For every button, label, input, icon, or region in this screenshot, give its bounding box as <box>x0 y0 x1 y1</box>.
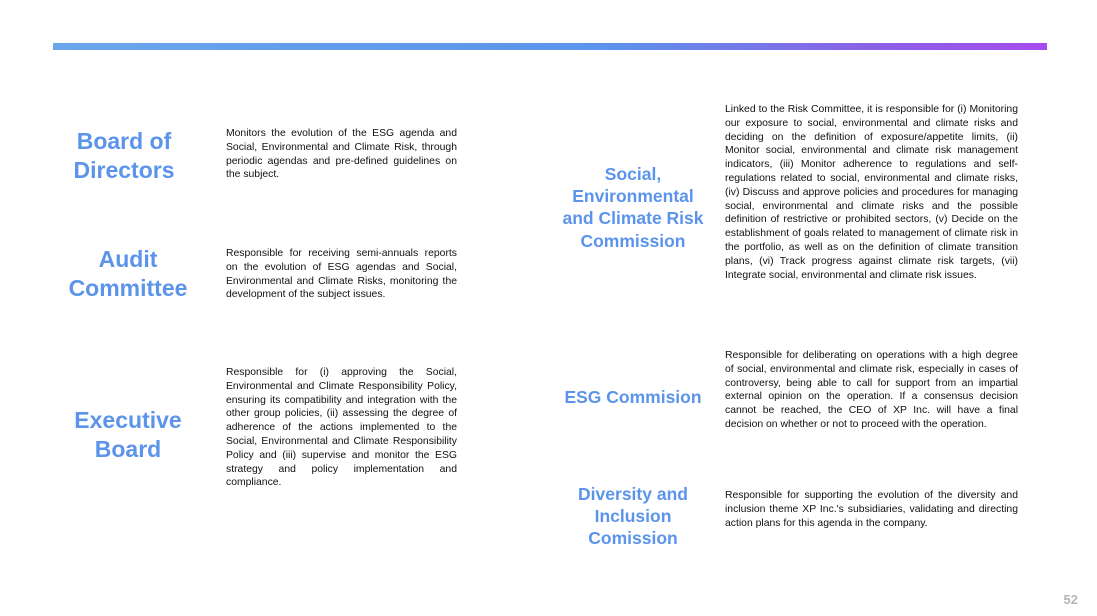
diversity-commission-description: Responsible for supporting the evolution of the diversity and inclusion theme XP Inc.'s subsidiaries, validating and directing action plans for this agenda in the company. <box>725 490 1018 529</box>
diversity-commission-title <box>558 483 708 550</box>
esg-commission-description: Responsible for deliberating on operations with a high degree of social, environmental and climate risk, especially in cases of controversy, being able to call for support from an impartial external opinion on the operation. If a consensus decision cannot be reached, the CEO of XP Inc. will have a final decision on whether or not to proceed with the operation. <box>725 350 1018 430</box>
board-of-directors-description: Monitors the evolution of the ESG agenda and Social, Environmental and Climate Risk, through periodic agendas and pre-defined guidelines on the subject. <box>226 128 457 181</box>
audit-committee-title <box>56 245 200 303</box>
title-line: Executive <box>74 407 182 433</box>
executive-board-description: Responsible for (i) approving the Social, Environmental and Climate Responsibility Policy, ensuring its compatibility and integration with the other group policies, (ii) assessing the degree of adherence of the actions implemented to the Social, Environmental and Climate Responsibility Policy and (iii) supervise and monitor the ESG strategy and policy implementation and compliance. <box>226 367 457 489</box>
secr-commission-title <box>558 163 708 252</box>
title-line: ESG Commision <box>564 387 702 407</box>
header-gradient-bar <box>53 43 1047 50</box>
page-number: 52 <box>1063 592 1078 607</box>
board-of-directors-title <box>52 127 196 185</box>
title-line: Diversity and <box>578 484 688 504</box>
title-line: Inclusion <box>594 506 672 527</box>
executive-board-title <box>56 406 200 464</box>
title-line: Directors <box>73 157 175 184</box>
secr-commission-description: Linked to the Risk Committee, it is responsible for (i) Monitoring our exposure to social, environmental and climate risks and deciding on the definition of exposure/appetite limits, (ii) Monitor social, environmental and climate risk management indicators, (iii) Monitor adherence to regulations and self-regulations related to social, environmental and climate risks, (iv) Discuss and approve policies and procedures for managing social, environmental and climate risks and the possible definition of restrictive or prohibited sectors, (v) Decide on the establishment of goals related to management of climate risk in the portfolio, as well as on the definition of climate transition plans, (vi) Track progress against climate risk targets, (vii) Integrate social, environmental and climate risk issues. <box>725 104 1018 281</box>
title-line: Commission <box>580 230 686 251</box>
esg-commission-title <box>558 386 708 408</box>
title-line: and Climate Risk <box>562 208 704 229</box>
title-line: Board of <box>76 128 172 154</box>
title-line: Committee <box>68 275 188 302</box>
title-line: Social, <box>604 164 662 184</box>
title-line: Board <box>94 436 162 463</box>
title-line: Audit <box>98 246 158 272</box>
title-line: Comission <box>588 528 678 549</box>
audit-committee-description: Responsible for receiving semi-annuals reports on the evolution of ESG agendas and Social, Environmental and Climate Risks, monitoring the development of the subject issues. <box>226 248 457 301</box>
title-line: Environmental <box>572 186 694 207</box>
